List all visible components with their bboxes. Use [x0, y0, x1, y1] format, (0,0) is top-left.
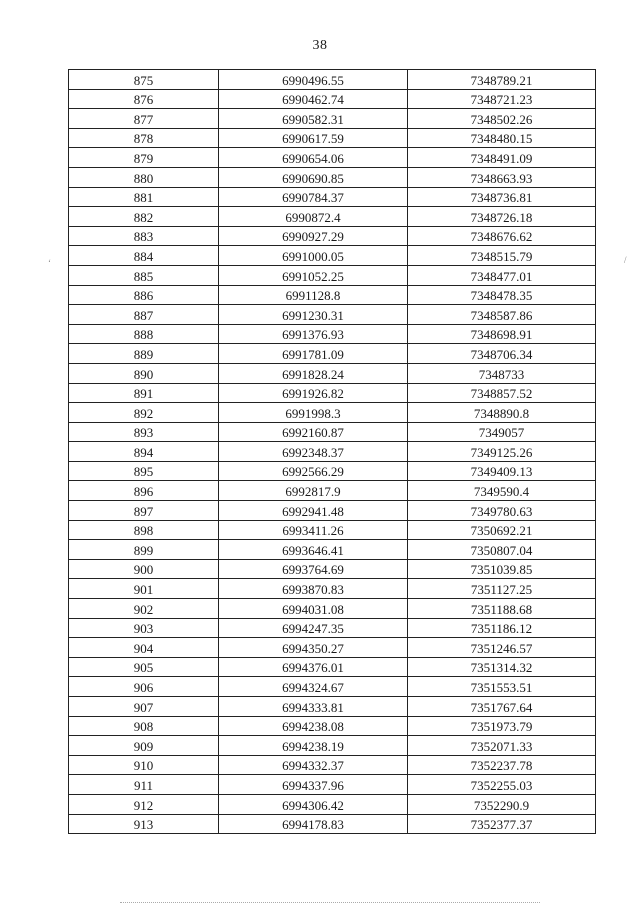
- table-row: [69, 89, 596, 109]
- point-number-cell: 910: [69, 755, 219, 775]
- y-coordinate-cell: 7348491.09: [408, 148, 596, 168]
- point-number-cell: 913: [69, 814, 219, 834]
- point-number-cell: 876: [69, 89, 219, 109]
- point-number-cell: 886: [69, 285, 219, 305]
- point-number-cell: 880: [69, 167, 219, 187]
- y-coordinate-cell: 7348663.93: [408, 167, 596, 187]
- x-coordinate-cell: 6992160.87: [219, 422, 408, 442]
- point-number-cell: 904: [69, 638, 219, 658]
- scan-mark-right: /: [624, 255, 627, 265]
- point-number-cell: 877: [69, 109, 219, 129]
- x-coordinate-cell: 6990617.59: [219, 128, 408, 148]
- table-row: [69, 599, 596, 619]
- x-coordinate-cell: 6991000.05: [219, 246, 408, 266]
- point-number-cell: 895: [69, 461, 219, 481]
- y-coordinate-cell: 7348676.62: [408, 226, 596, 246]
- y-coordinate-cell: 7351973.79: [408, 716, 596, 736]
- x-coordinate-cell: 6994333.81: [219, 697, 408, 717]
- table-row: [69, 383, 596, 403]
- x-coordinate-cell: 6990690.85: [219, 167, 408, 187]
- table-row: [69, 167, 596, 187]
- table-row: [69, 657, 596, 677]
- x-coordinate-cell: 6994332.37: [219, 755, 408, 775]
- scan-mark-left: ‘: [48, 258, 51, 268]
- y-coordinate-cell: 7348480.15: [408, 128, 596, 148]
- y-coordinate-cell: 7348721.23: [408, 89, 596, 109]
- y-coordinate-cell: 7349590.4: [408, 481, 596, 501]
- point-number-cell: 881: [69, 187, 219, 207]
- point-number-cell: 883: [69, 226, 219, 246]
- point-number-cell: 894: [69, 442, 219, 462]
- point-number-cell: 906: [69, 677, 219, 697]
- x-coordinate-cell: 6991376.93: [219, 324, 408, 344]
- y-coordinate-cell: 7351767.64: [408, 697, 596, 717]
- x-coordinate-cell: 6991828.24: [219, 363, 408, 383]
- y-coordinate-cell: 7348587.86: [408, 305, 596, 325]
- y-coordinate-cell: 7351039.85: [408, 559, 596, 579]
- x-coordinate-cell: 6994324.67: [219, 677, 408, 697]
- x-coordinate-cell: 6994350.27: [219, 638, 408, 658]
- y-coordinate-cell: 7350807.04: [408, 540, 596, 560]
- y-coordinate-cell: 7348789.21: [408, 70, 596, 90]
- y-coordinate-cell: 7349057: [408, 422, 596, 442]
- coordinates-table: [68, 69, 596, 834]
- x-coordinate-cell: 6990582.31: [219, 109, 408, 129]
- point-number-cell: 891: [69, 383, 219, 403]
- table-row: [69, 285, 596, 305]
- y-coordinate-cell: 7348478.35: [408, 285, 596, 305]
- table-row: [69, 794, 596, 814]
- coordinates-table-body: [69, 70, 596, 834]
- x-coordinate-cell: 6991926.82: [219, 383, 408, 403]
- table-row: [69, 305, 596, 325]
- point-number-cell: 884: [69, 246, 219, 266]
- x-coordinate-cell: 6991230.31: [219, 305, 408, 325]
- point-number-cell: 887: [69, 305, 219, 325]
- table-row: [69, 697, 596, 717]
- table-row: [69, 638, 596, 658]
- table-row: [69, 755, 596, 775]
- x-coordinate-cell: 6990654.06: [219, 148, 408, 168]
- table-row: [69, 775, 596, 795]
- point-number-cell: 892: [69, 403, 219, 423]
- x-coordinate-cell: 6994376.01: [219, 657, 408, 677]
- table-row: [69, 540, 596, 560]
- point-number-cell: 905: [69, 657, 219, 677]
- table-row: [69, 677, 596, 697]
- y-coordinate-cell: 7349409.13: [408, 461, 596, 481]
- x-coordinate-cell: 6992566.29: [219, 461, 408, 481]
- table-row: [69, 226, 596, 246]
- y-coordinate-cell: 7351553.51: [408, 677, 596, 697]
- y-coordinate-cell: 7352255.03: [408, 775, 596, 795]
- table-row: [69, 481, 596, 501]
- y-coordinate-cell: 7348477.01: [408, 265, 596, 285]
- x-coordinate-cell: 6993870.83: [219, 579, 408, 599]
- y-coordinate-cell: 7348736.81: [408, 187, 596, 207]
- x-coordinate-cell: 6994031.08: [219, 599, 408, 619]
- table-row: [69, 70, 596, 90]
- y-coordinate-cell: 7351246.57: [408, 638, 596, 658]
- table-row: [69, 501, 596, 521]
- y-coordinate-cell: 7352071.33: [408, 736, 596, 756]
- point-number-cell: 912: [69, 794, 219, 814]
- y-coordinate-cell: 7352377.37: [408, 814, 596, 834]
- table-row: [69, 187, 596, 207]
- x-coordinate-cell: 6992941.48: [219, 501, 408, 521]
- x-coordinate-cell: 6990496.55: [219, 70, 408, 90]
- y-coordinate-cell: 7348733: [408, 363, 596, 383]
- y-coordinate-cell: 7348502.26: [408, 109, 596, 129]
- x-coordinate-cell: 6993411.26: [219, 520, 408, 540]
- table-row: [69, 344, 596, 364]
- table-row: [69, 579, 596, 599]
- point-number-cell: 900: [69, 559, 219, 579]
- x-coordinate-cell: 6991128.8: [219, 285, 408, 305]
- y-coordinate-cell: 7351127.25: [408, 579, 596, 599]
- point-number-cell: 901: [69, 579, 219, 599]
- point-number-cell: 911: [69, 775, 219, 795]
- y-coordinate-cell: 7349780.63: [408, 501, 596, 521]
- table-row: [69, 403, 596, 423]
- x-coordinate-cell: 6991052.25: [219, 265, 408, 285]
- x-coordinate-cell: 6990462.74: [219, 89, 408, 109]
- y-coordinate-cell: 7348515.79: [408, 246, 596, 266]
- point-number-cell: 909: [69, 736, 219, 756]
- y-coordinate-cell: 7351314.32: [408, 657, 596, 677]
- point-number-cell: 908: [69, 716, 219, 736]
- x-coordinate-cell: 6994178.83: [219, 814, 408, 834]
- x-coordinate-cell: 6992817.9: [219, 481, 408, 501]
- page-number: 38: [312, 38, 328, 53]
- point-number-cell: 885: [69, 265, 219, 285]
- y-coordinate-cell: 7349125.26: [408, 442, 596, 462]
- y-coordinate-cell: 7352290.9: [408, 794, 596, 814]
- x-coordinate-cell: 6994247.35: [219, 618, 408, 638]
- table-row: [69, 128, 596, 148]
- table-row: [69, 363, 596, 383]
- table-row: [69, 559, 596, 579]
- x-coordinate-cell: 6990872.4: [219, 207, 408, 227]
- table-row: [69, 246, 596, 266]
- table-row: [69, 461, 596, 481]
- x-coordinate-cell: 6994238.19: [219, 736, 408, 756]
- point-number-cell: 889: [69, 344, 219, 364]
- table-row: [69, 716, 596, 736]
- y-coordinate-cell: 7348706.34: [408, 344, 596, 364]
- table-row: [69, 736, 596, 756]
- y-coordinate-cell: 7348726.18: [408, 207, 596, 227]
- table-row: [69, 109, 596, 129]
- point-number-cell: 897: [69, 501, 219, 521]
- x-coordinate-cell: 6990784.37: [219, 187, 408, 207]
- point-number-cell: 896: [69, 481, 219, 501]
- point-number-cell: 888: [69, 324, 219, 344]
- table-row: [69, 814, 596, 834]
- table-row: [69, 520, 596, 540]
- table-row: [69, 442, 596, 462]
- x-coordinate-cell: 6993646.41: [219, 540, 408, 560]
- x-coordinate-cell: 6992348.37: [219, 442, 408, 462]
- x-coordinate-cell: 6994337.96: [219, 775, 408, 795]
- y-coordinate-cell: 7348698.91: [408, 324, 596, 344]
- point-number-cell: 878: [69, 128, 219, 148]
- y-coordinate-cell: 7351186.12: [408, 618, 596, 638]
- x-coordinate-cell: 6993764.69: [219, 559, 408, 579]
- x-coordinate-cell: 6994306.42: [219, 794, 408, 814]
- y-coordinate-cell: 7350692.21: [408, 520, 596, 540]
- point-number-cell: 898: [69, 520, 219, 540]
- table-row: [69, 618, 596, 638]
- point-number-cell: 890: [69, 363, 219, 383]
- table-row: [69, 265, 596, 285]
- x-coordinate-cell: 6990927.29: [219, 226, 408, 246]
- x-coordinate-cell: 6991781.09: [219, 344, 408, 364]
- x-coordinate-cell: 6994238.08: [219, 716, 408, 736]
- y-coordinate-cell: 7348890.8: [408, 403, 596, 423]
- scan-edge-line: [120, 902, 540, 903]
- table-row: [69, 207, 596, 227]
- y-coordinate-cell: 7348857.52: [408, 383, 596, 403]
- point-number-cell: 875: [69, 70, 219, 90]
- point-number-cell: 882: [69, 207, 219, 227]
- point-number-cell: 907: [69, 697, 219, 717]
- point-number-cell: 879: [69, 148, 219, 168]
- table-row: [69, 422, 596, 442]
- point-number-cell: 893: [69, 422, 219, 442]
- table-row: [69, 324, 596, 344]
- y-coordinate-cell: 7351188.68: [408, 599, 596, 619]
- x-coordinate-cell: 6991998.3: [219, 403, 408, 423]
- point-number-cell: 903: [69, 618, 219, 638]
- point-number-cell: 899: [69, 540, 219, 560]
- table-row: [69, 148, 596, 168]
- y-coordinate-cell: 7352237.78: [408, 755, 596, 775]
- point-number-cell: 902: [69, 599, 219, 619]
